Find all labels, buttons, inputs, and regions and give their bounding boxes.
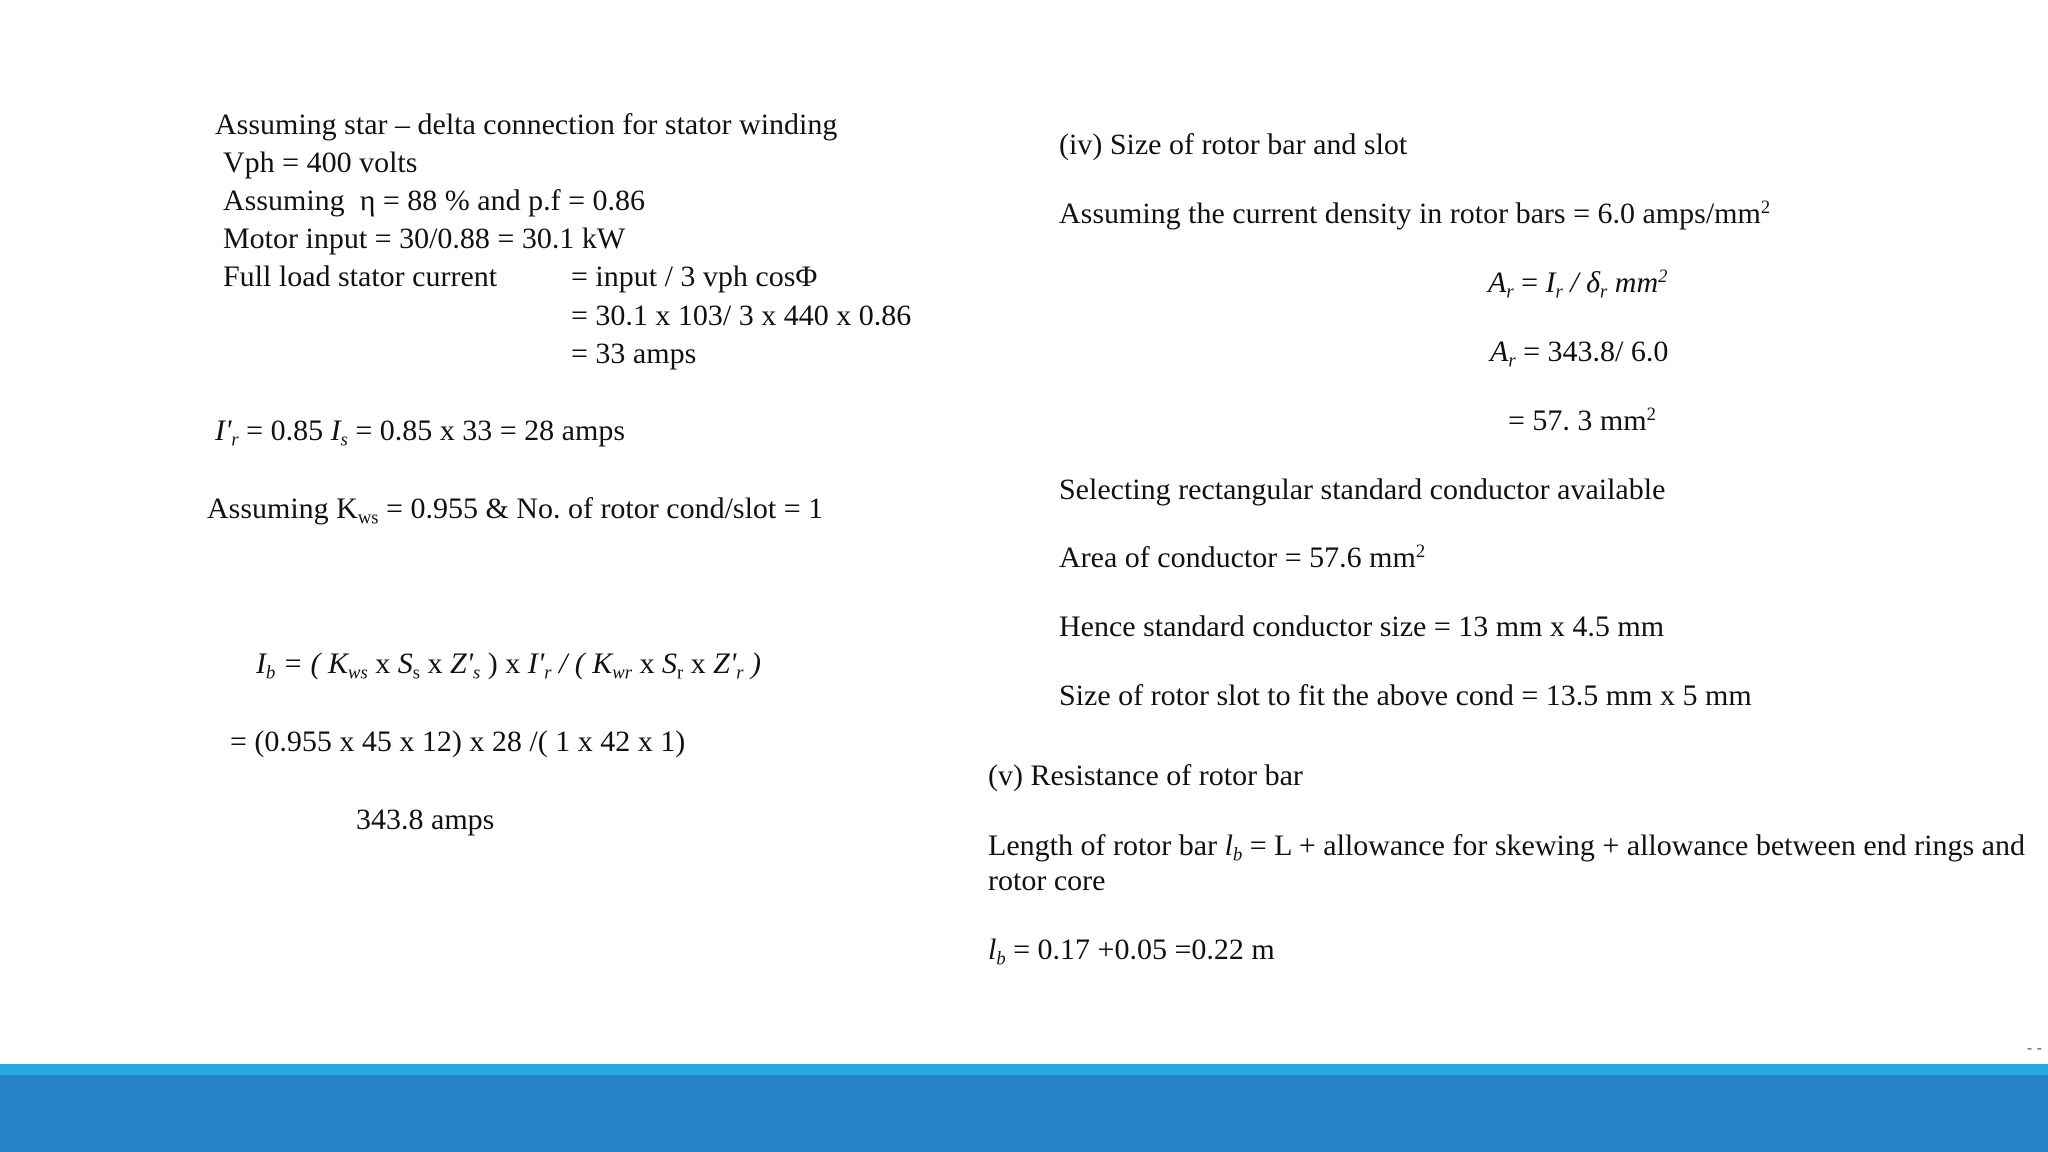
lb-b: b	[996, 948, 1006, 970]
text-standard-conductor-size: Hence standard conductor size = 13 mm x 4.5 mm	[1059, 610, 1665, 643]
ar2-A: A	[1490, 335, 1509, 368]
ib-end: )	[743, 647, 761, 680]
lb-rest: = 0.17 +0.05 =0.22 m	[1005, 933, 1275, 966]
ib-K1: K	[328, 647, 349, 680]
text-full-load-label: Full load stator current	[223, 260, 498, 293]
equation-rotor-current	[215, 414, 625, 449]
ar1-r2: r	[1555, 281, 1563, 303]
ib-wr: wr	[612, 662, 632, 684]
text-efficiency-values: η = 88 % and p.f = 0.86	[359, 184, 646, 217]
eq-ir-end: = 0.85 x 33 = 28 amps	[347, 414, 625, 447]
ib-eq: = (	[275, 647, 329, 680]
ar1-eq: =	[1513, 266, 1546, 299]
text-motor-input: Motor input = 30/0.88 = 30.1 kW	[223, 222, 626, 255]
ar1-div: / δ	[1562, 266, 1601, 299]
text-efficiency	[223, 184, 645, 219]
eq-ir-mid: = 0.85	[238, 414, 331, 447]
text-current-density	[1059, 197, 1770, 232]
text-rotor-slot-size: Size of rotor slot to fit the above cond = 13.5 mm x 5 mm	[1059, 679, 1752, 712]
ib-I2: I'	[527, 647, 545, 680]
len-pre: Length of rotor bar	[988, 829, 1225, 862]
ib-S1: S	[397, 647, 413, 680]
ib-Z1: Z'	[449, 647, 474, 680]
text-full-load-result: = 33 amps	[571, 337, 697, 370]
kws-pre: Assuming K	[207, 492, 358, 525]
ar3-sup: 2	[1646, 403, 1656, 425]
footer-dashes: - -	[2026, 1040, 2042, 1057]
cd-text: Assuming the current density in rotor bars = 6.0 amps/mm	[1059, 197, 1761, 230]
ib-x2: x	[419, 647, 450, 680]
eq-ir-symbol: I'	[215, 414, 232, 447]
text-bar-current-result: 343.8 amps	[356, 803, 495, 836]
kws-post: = 0.955 & No. of rotor cond/slot = 1	[378, 492, 824, 525]
ar1-sup: 2	[1658, 265, 1668, 287]
eq-ir-sub: r	[231, 429, 239, 451]
ar1-I: I	[1545, 266, 1556, 299]
heading-rotor-bar-size: (iv) Size of rotor bar and slot	[1059, 128, 1408, 161]
ar1-unit: mm	[1607, 266, 1659, 299]
ib-div: / (	[551, 647, 593, 680]
ib-mid: ) x	[480, 647, 528, 680]
equation-bar-current	[256, 647, 761, 682]
ar1-A: A	[1488, 266, 1507, 299]
ar1-r1: r	[1506, 281, 1514, 303]
ib-K2: K	[592, 647, 613, 680]
ib-S2: S	[661, 647, 677, 680]
eq-is-symbol: I	[330, 414, 341, 447]
text-select-conductor: Selecting rectangular standard conductor available	[1059, 473, 1666, 506]
text-bar-current-calc: = (0.955 x 45 x 12) x 28 /( 1 x 42 x 1)	[230, 725, 686, 758]
text-full-load-calc: = 30.1 x 103/ 3 x 440 x 0.86	[571, 299, 912, 332]
ib-r1: r	[544, 662, 552, 684]
ib-b: b	[266, 662, 276, 684]
text-kws-assumption	[207, 492, 823, 527]
len-l: l	[1224, 829, 1233, 862]
text-conductor-area	[1059, 541, 1425, 576]
ib-s2: s	[473, 662, 481, 684]
ar1-r3: r	[1600, 281, 1608, 303]
ar2-rest: = 343.8/ 6.0	[1515, 335, 1669, 368]
equation-area-calc	[1490, 335, 1668, 370]
text-efficiency-label: Assuming	[223, 184, 345, 217]
ib-I: I	[256, 647, 266, 680]
kws-sub: ws	[357, 507, 379, 529]
ib-x4: x	[683, 647, 714, 680]
equation-rotor-bar-length	[988, 933, 1275, 968]
ib-s1: s	[412, 662, 420, 684]
area-text: Area of conductor = 57.6 mm	[1059, 541, 1416, 574]
ib-x1: x	[367, 647, 398, 680]
ar2-r: r	[1508, 350, 1516, 372]
ib-ws: ws	[348, 662, 368, 684]
ar3-text: = 57. 3 mm	[1508, 404, 1647, 437]
lb-l: l	[988, 933, 997, 966]
equation-area-result	[1508, 404, 1656, 439]
text-star-delta: Assuming star – delta connection for stator winding	[215, 108, 838, 141]
text-rotor-bar-length	[988, 829, 2028, 898]
len-post: = L + allowance for skewing + allowance between end rings and rotor core	[988, 829, 2025, 897]
footer-accent-bar	[0, 1064, 2048, 1075]
area-sup: 2	[1415, 540, 1426, 562]
ib-r3: r	[736, 662, 744, 684]
ib-x3: x	[631, 647, 662, 680]
eq-is-sub: s	[340, 429, 348, 451]
ib-r2: r	[676, 662, 684, 684]
equation-area-formula	[1488, 266, 1667, 301]
cd-sup: 2	[1760, 196, 1771, 218]
text-full-load-formula: = input / 3 vph cosΦ	[571, 260, 818, 293]
len-b: b	[1232, 844, 1243, 866]
text-vph: Vph = 400 volts	[223, 146, 418, 179]
ib-Z2: Z'	[713, 647, 737, 680]
heading-rotor-bar-resistance: (v) Resistance of rotor bar	[988, 759, 1303, 792]
footer-bar	[0, 1075, 2048, 1152]
